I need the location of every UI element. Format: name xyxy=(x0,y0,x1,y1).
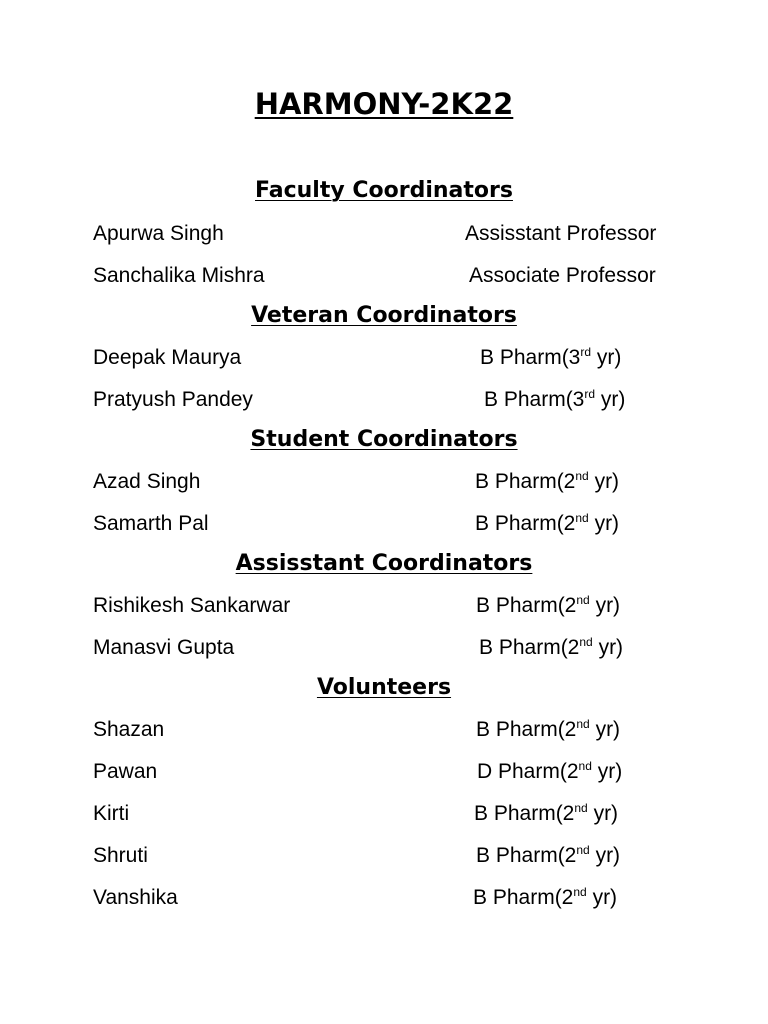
role-ordinal: nd xyxy=(574,801,588,815)
role-text: yr) xyxy=(589,718,621,741)
role-ordinal: nd xyxy=(576,717,590,731)
member-name: Shruti xyxy=(93,844,148,867)
document-title: HARMONY-2K22 xyxy=(254,87,514,121)
member-name: Azad Singh xyxy=(93,470,201,493)
list-item xyxy=(0,220,768,248)
list-item xyxy=(0,842,768,870)
role-text: B Pharm(2 xyxy=(474,802,575,825)
role-text: yr) xyxy=(591,346,622,369)
list-item xyxy=(0,634,768,662)
member-role xyxy=(475,510,619,538)
list-item xyxy=(0,386,768,414)
role-text: yr) xyxy=(588,512,620,535)
role-text: B Pharm(2 xyxy=(476,594,577,617)
list-item xyxy=(0,884,768,912)
member-name: Vanshika xyxy=(93,886,178,909)
role-text: B Pharm(2 xyxy=(475,470,576,493)
list-item xyxy=(0,716,768,744)
role-text: yr) xyxy=(592,636,624,659)
list-item xyxy=(0,758,768,786)
member-name: Shazan xyxy=(93,718,165,741)
member-role xyxy=(479,634,623,662)
role-ordinal: nd xyxy=(576,843,590,857)
role-text: B Pharm(3 xyxy=(484,388,585,411)
role-ordinal: nd xyxy=(575,511,589,525)
role-ordinal: nd xyxy=(576,593,590,607)
section-heading-veteran: Veteran Coordinators xyxy=(251,303,517,328)
list-item xyxy=(0,344,768,372)
section-heading-volunteers: Volunteers xyxy=(316,675,452,700)
role-text: B Pharm(2 xyxy=(476,718,577,741)
role-ordinal: rd xyxy=(584,387,596,401)
role-ordinal: nd xyxy=(579,635,593,649)
role-text: yr) xyxy=(587,802,619,825)
member-role xyxy=(476,842,620,870)
member-name: Sanchalika Mishra xyxy=(93,264,265,287)
role-ordinal: rd xyxy=(580,345,592,359)
role-text: B Pharm(2 xyxy=(479,636,580,659)
role-text: yr) xyxy=(589,844,621,867)
list-item xyxy=(0,592,768,620)
role-text: yr) xyxy=(586,886,618,909)
list-item xyxy=(0,510,768,538)
section-heading-student: Student Coordinators xyxy=(250,427,518,452)
member-name: Deepak Maurya xyxy=(93,346,242,369)
list-item xyxy=(0,800,768,828)
section-heading-assistant: Assisstant Coordinators xyxy=(235,551,533,576)
list-item xyxy=(0,468,768,496)
role-ordinal: nd xyxy=(575,469,589,483)
member-role xyxy=(484,386,625,414)
role-text: yr) xyxy=(591,760,623,783)
role-text: yr) xyxy=(588,470,620,493)
role-text: D Pharm(2 xyxy=(477,760,579,783)
role-text: B Pharm(2 xyxy=(475,512,576,535)
member-name: Manasvi Gupta xyxy=(93,636,235,659)
member-name: Rishikesh Sankarwar xyxy=(93,594,291,617)
member-role xyxy=(474,800,618,828)
member-role: Associate Professor xyxy=(469,264,656,287)
role-text: B Pharm(3 xyxy=(480,346,581,369)
member-role xyxy=(475,468,619,496)
member-name: Pawan xyxy=(93,760,158,783)
list-item xyxy=(0,262,768,290)
role-ordinal: nd xyxy=(573,885,587,899)
member-role xyxy=(480,344,621,372)
member-name: Apurwa Singh xyxy=(93,222,224,245)
member-role xyxy=(476,716,620,744)
role-text: B Pharm(2 xyxy=(473,886,574,909)
role-text: B Pharm(2 xyxy=(476,844,577,867)
role-ordinal: nd xyxy=(578,759,592,773)
section-heading-faculty: Faculty Coordinators xyxy=(255,178,513,203)
role-text: yr) xyxy=(595,388,626,411)
member-role xyxy=(473,884,617,912)
role-text: yr) xyxy=(589,594,621,617)
member-name: Samarth Pal xyxy=(93,512,209,535)
member-role: Assisstant Professor xyxy=(465,222,657,245)
member-role xyxy=(476,592,620,620)
member-role xyxy=(477,758,622,786)
member-name: Kirti xyxy=(93,802,130,825)
member-name: Pratyush Pandey xyxy=(93,388,253,411)
